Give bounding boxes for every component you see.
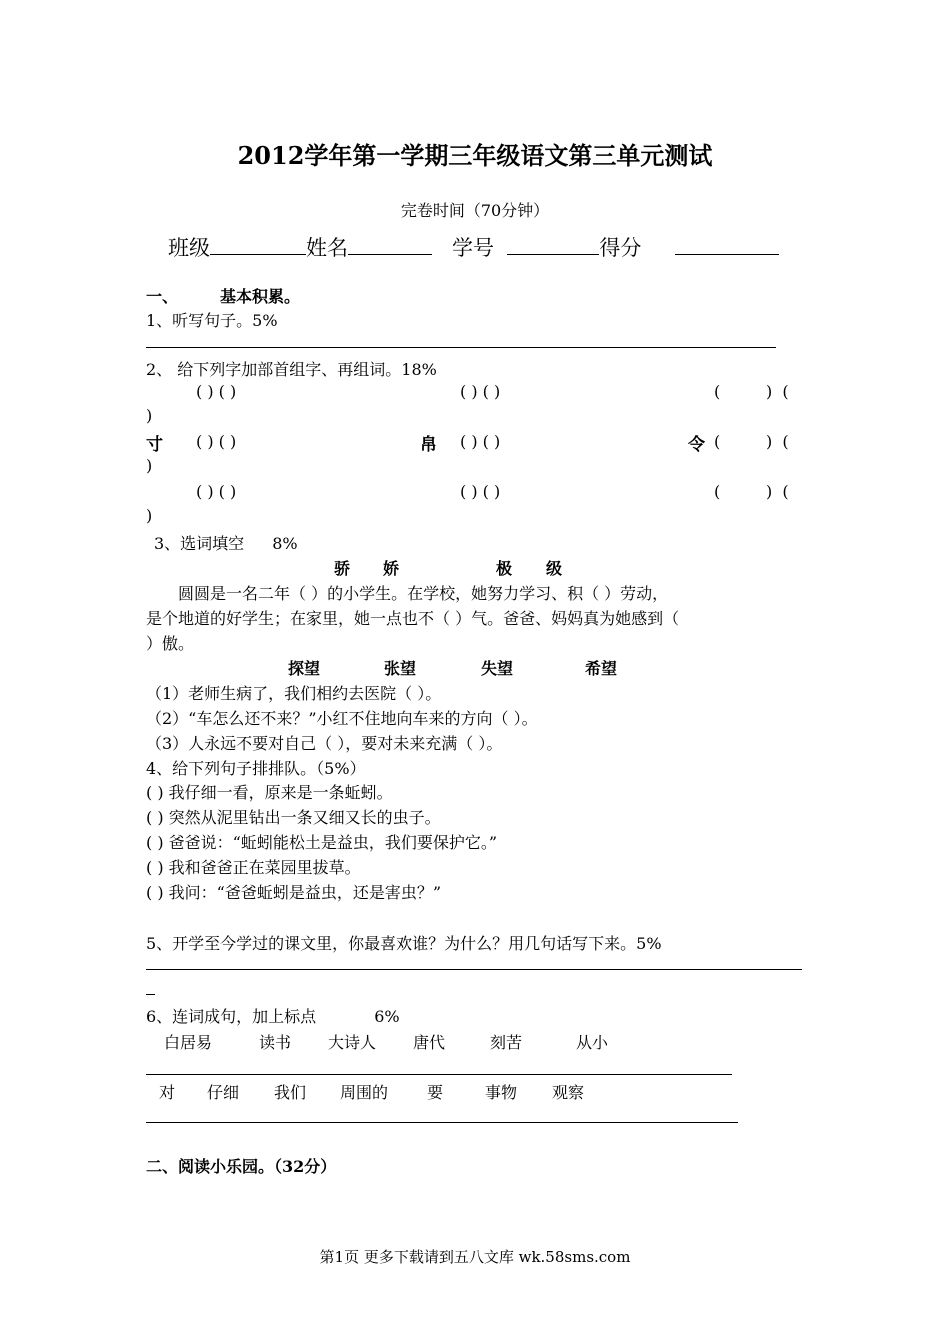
q6-word-2-3: 我们: [274, 1083, 307, 1102]
q2-paren-r2-c3: ( ) (: [714, 432, 789, 451]
section1-heading: [146, 284, 300, 307]
q6-word-1-3: 大诗人: [328, 1033, 377, 1052]
q1-answer-line: [146, 347, 776, 348]
q3-paragraph-line3: ）傲。: [146, 634, 195, 653]
q2-char-cun: 寸: [146, 435, 163, 455]
q1-prompt: 1、听写句子。5%: [146, 311, 278, 330]
q4-item-2: ( ) 突然从泥里钻出一条又细又长的虫子。: [146, 808, 441, 827]
q2-paren-r1-c1: ( ) ( ): [196, 382, 237, 401]
q5-prompt: 5、开学至今学过的课文里，你最喜欢谁？为什么？用几句话写下来。5%: [146, 934, 662, 953]
q3-word-jiao2: 娇: [383, 559, 400, 578]
q6-answer-line-1: [146, 1074, 732, 1075]
q6-word-1-6: 从小: [576, 1033, 609, 1052]
number-label: 学号: [452, 236, 495, 260]
q2-paren-r1-c3: ( ) (: [714, 382, 789, 401]
time-limit: 完卷时间（70分钟）: [400, 201, 550, 220]
score-label: 得分: [599, 236, 642, 260]
q6-title: 6、连词成句，加上标点: [146, 1007, 317, 1026]
q3-word-xiwang: 希望: [585, 659, 618, 678]
q3-paragraph-line1: 圆圆是一名二年（ ）的小学生。在学校，她努力学习、积（ ）劳动，: [178, 584, 669, 603]
q3-sentence-3: （3）人永远不要对自己（ ），要对未来充满（ ）。: [146, 734, 503, 753]
q2-paren-r3-c2: ( ) ( ): [460, 482, 501, 501]
q3-sentence-1: （1）老师生病了，我们相约去医院（ ）。: [146, 684, 442, 703]
q6-word-1-4: 唐代: [413, 1033, 446, 1052]
q3-score: 8%: [272, 534, 298, 553]
q6-answer-line-2: [146, 1122, 738, 1123]
number-blank: [507, 234, 599, 255]
name-label: 姓名: [306, 236, 348, 260]
q2-char-ling: 令: [688, 435, 705, 455]
q3-prompt: [154, 531, 298, 554]
q2-paren-r2-c1: ( ) ( ): [196, 432, 237, 451]
q2-char-bo: 帛: [420, 435, 437, 455]
q6-word-2-1: 对: [159, 1083, 176, 1102]
q3-paragraph-line2: 是个地道的好学生；在家里，她一点也不（ ）气。爸爸、妈妈真为她感到（: [146, 609, 680, 628]
q4-item-4: ( ) 我和爸爸正在菜园里拔草。: [146, 858, 361, 877]
q6-score: 6%: [374, 1007, 400, 1026]
q6-word-2-6: 事物: [485, 1083, 518, 1102]
q5-answer-line-tail: [146, 994, 155, 995]
q6-word-2-7: 观察: [552, 1083, 585, 1102]
class-blank: [210, 234, 306, 255]
q2-wrap-r1: ): [146, 406, 153, 425]
name-blank: [348, 234, 432, 255]
q4-item-3: ( ) 爸爸说：“蚯蚓能松土是益虫，我们要保护它。”: [146, 833, 498, 852]
section1-number: 一、: [146, 287, 179, 306]
page-title: 2012学年第一学期三年级语文第三单元测试: [237, 141, 713, 170]
q6-word-1-2: 读书: [259, 1033, 292, 1052]
score-blank: [675, 234, 779, 255]
q3-sentence-2: （2）“车怎么还不来？”小红不住地向车来的方向（ ）。: [146, 709, 538, 728]
q2-paren-r1-c2: ( ) ( ): [460, 382, 501, 401]
q4-prompt: 4、给下列句子排排队。（5%）: [146, 759, 366, 778]
q6-word-2-2: 仔细: [207, 1083, 240, 1102]
student-info-row: [168, 232, 779, 262]
q3-word-zhangwang: 张望: [384, 659, 417, 678]
q3-word-ji2: 级: [546, 559, 563, 578]
section1-title: 基本积累。: [220, 287, 301, 306]
class-label: 班级: [168, 236, 210, 260]
q3-title: 3、选词填空: [154, 534, 245, 553]
q3-word-ji1: 极: [496, 559, 513, 578]
q6-prompt: [146, 1004, 400, 1027]
q2-paren-r2-c2: ( ) ( ): [460, 432, 501, 451]
q6-word-1-5: 刻苦: [490, 1033, 523, 1052]
q4-item-5: ( ) 我问：“爸爸蚯蚓是益虫，还是害虫？”: [146, 883, 442, 902]
q4-item-1: ( ) 我仔细一看，原来是一条蚯蚓。: [146, 783, 393, 802]
q2-prompt: 2、 给下列字加部首组字、再组词。18%: [146, 360, 437, 379]
section2-heading: 二、阅读小乐园。（32分）: [146, 1157, 337, 1176]
q5-answer-line: [146, 969, 802, 970]
q6-word-2-5: 要: [427, 1083, 444, 1102]
q3-word-shiwang: 失望: [481, 659, 514, 678]
q2-wrap-r3: ): [146, 506, 153, 525]
q2-wrap-r2: ): [146, 456, 153, 475]
q2-paren-r3-c3: ( ) (: [714, 482, 789, 501]
q2-paren-r3-c1: ( ) ( ): [196, 482, 237, 501]
q3-word-jiao1: 骄: [334, 559, 351, 578]
page-footer: 第1页 更多下载请到五八文库 wk.58sms.com: [319, 1248, 631, 1266]
q6-word-1-1: 白居易: [164, 1033, 213, 1052]
q6-word-2-4: 周围的: [340, 1083, 389, 1102]
q3-word-tanwang: 探望: [288, 659, 321, 678]
